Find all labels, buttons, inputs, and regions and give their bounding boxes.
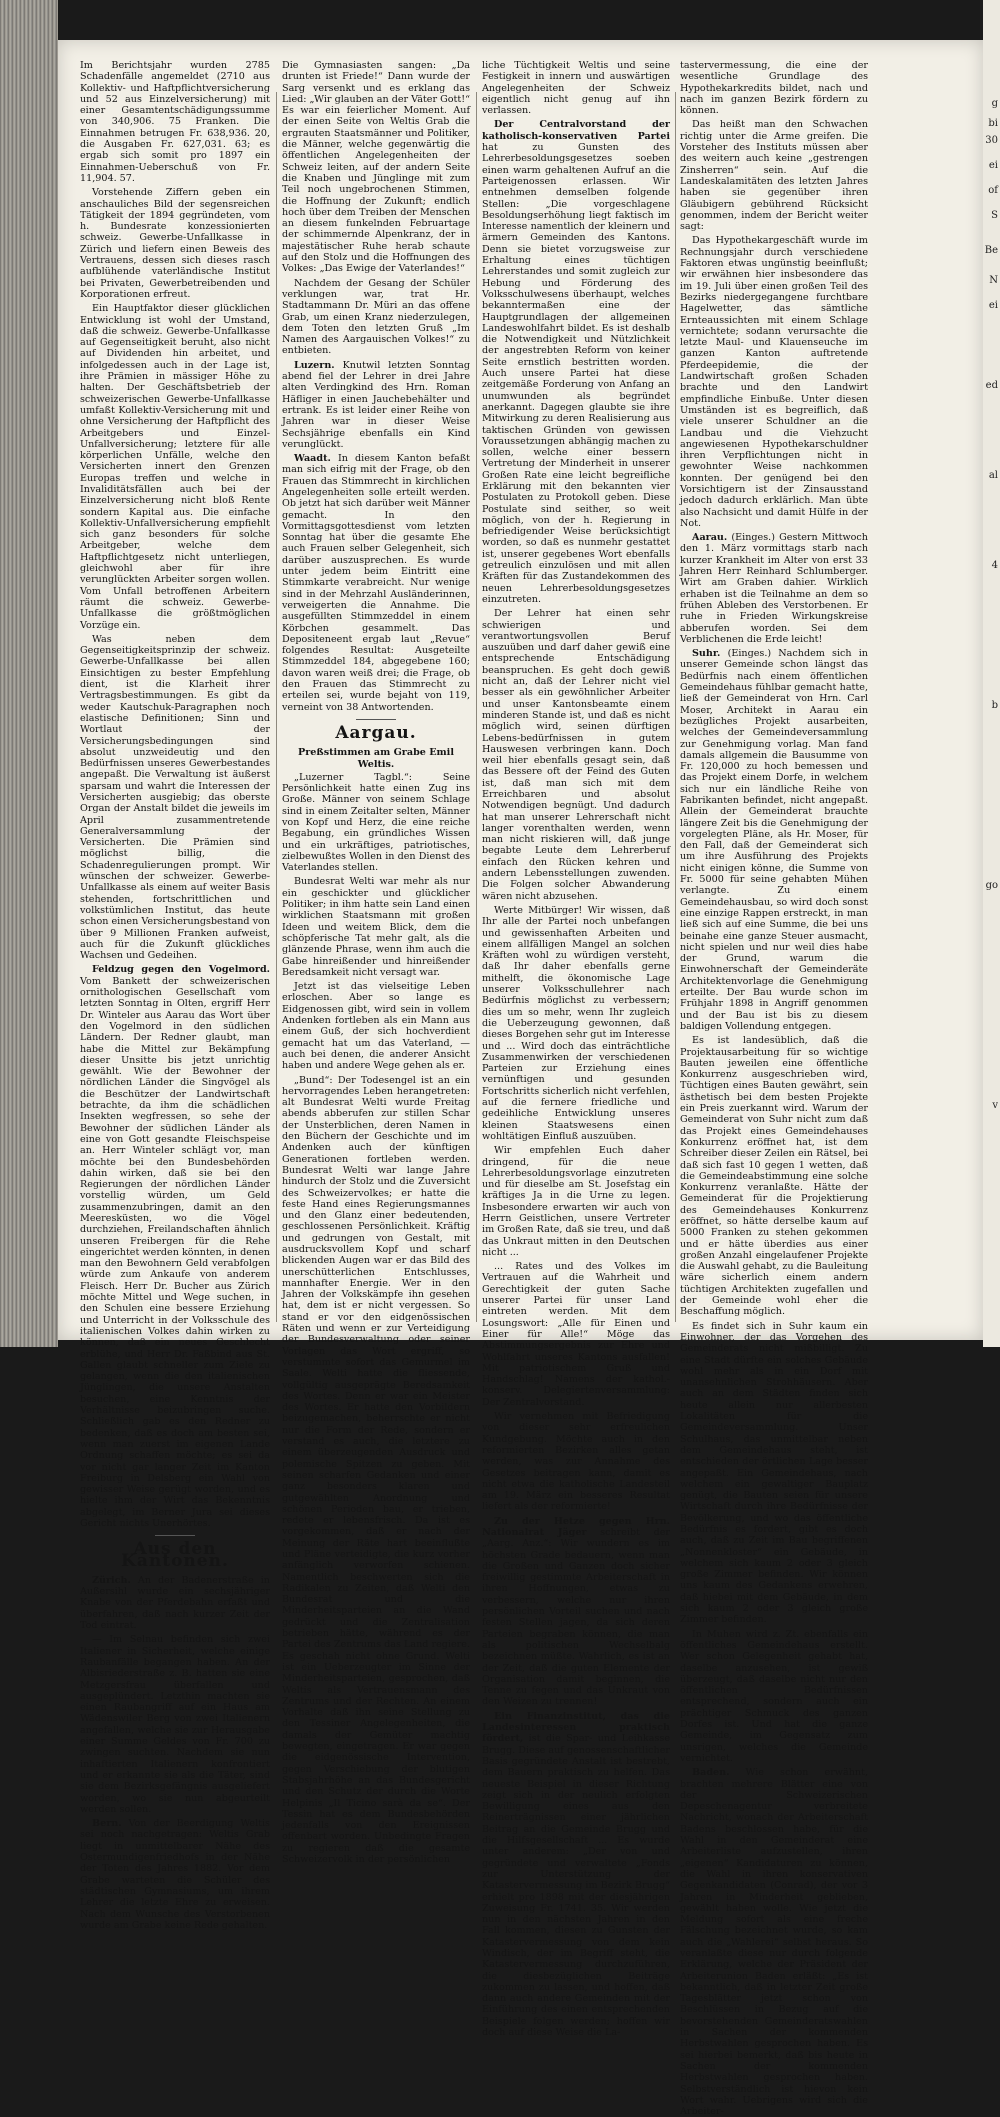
paragraph: Vom Bankett der schweizerischen ornithologischen Gesellschaft vom letzten Sonntag in Olten, ergriff Herr Dr. Winteler aus Aarau das Wort über den Vogelmord in den südlichen Ländern. Der Redner glaubt, man habe die Mittel zur Bekämpfung dieser Unsitte bis jetzt unrichtig gewählt. Wie der Bewohner der nördlichen Länder die Singvögel als die Beschützer der Landwirtschaft betrachte, da ihm die schädlichen Insekten wegfressen, so sehe der Bewohner der südlichen Länder als eine von Gott gesandte Fleischspeise an. Herr Winteler schlägt vor, man möchte bei den Bundesbehörden dahin wirken, daß sie bei den Regierungen der nördlichen Länder vorstellig würden, um Geld zusammenzubringen, damit an den Meeresküsten, wo die Vögel durchziehen, Freilandschaften ähnlich unseren Freibergen für die Rehe eingerichtet werden könnten, in denen man den Bewohnern Geld verabfolgen würde zum Ankaufe von anderem Fleisch. Herr Dr. Bucher aus Zürich möchte Mittel und Wege suchen, in den Schulen eine bessere Erziehung und Unterricht in der Volksschule des italienischen Volkes dahin wirken zu können, daß ein neues Geschlecht erblühe, und Herr Dr. Faßbind aus St. Gallen glaubt schneller zum Ziele zu gelangen, wenn die den italienischen Jünglingen, die unsere Anstalten besuchen, eine Kenntnis der Verhältnisse beizubringen suche. Schließlich gab es den Redner zu bedenken, daß es doch am besten sei, wenn man zuerst im eigenen Lande Ordnung schaffen möchte; es sei da vor nicht gar langer Zeit im Kanton Freiburg in Delsberg ein Wahl von gewisser Weise gerügt worden, und es hielte ihm der Wirt das Bekenntnis abgelegt, im Berner Jura sei dieses Gericht nichts Unerhörtes. [80, 975, 270, 1529]
paragraph: Ein Hauptfaktor dieser glücklichen Entwicklung ist wohl der Umstand, daß die schweiz. Gewerbe-Unfallkasse auf Gegenseitigkeit beruht, also nicht auf Dividenden hin arbeitet, und infolgedessen auch in der Lage ist, ihre Prämien in mässiger Höhe zu halten. Der Geschäftsbetrieb der schweizerischen Gewerbe-Unfallkasse umfaßt Kollektiv-Versicherung mit und ohne Versicherung der Haftpflicht des Arbeitgebers und Einzel-Unfallversicherung; letztere für alle körperlichen Unfälle, welche den Versicherten innert den Grenzen Europas treffen und welche in Invaliditätsfällen auch bei der Einzelversicherung nicht bloß Rente sondern Kapital aus. Die einfache Kollektiv-Unfallversicherung empfiehlt sich ganz besonders für solche Arbeitgeber, welche dem Haftpflichtgesetz nicht unterliegen, gleichwohl aber für ihre verunglückten Arbeiter sorgen wollen. Vom Unfall betroffenen Arbeitern räumt die schweiz. Gewerbe-Unfallkasse die größtmöglichen Vorzüge ein. [80, 303, 270, 631]
paragraph: Wir empfehlen Euch daher dringend, für die neue Lehrerbesoldungsvorlage einzutreten und für dieselbe am St. Josefstag ein kräftiges Ja in die Urne zu legen. Insbesondere erwarten wir auch von Herrn Geistlichen, unsere Vertreter im Großen Rate, daß sie treu, und daß das Unkraut mitten in den Deutschen nicht ... [482, 1145, 670, 1258]
article [680, 648, 868, 1032]
section-title-kantonen: Aus den Kantonen. [121, 1539, 229, 1571]
paragraph: — Im Selnau befinden sich zwei Italiener in Sicherheit, welche einige Raubanfälle begangen haben. An der Albisriederstraße z. B. hatten sie eine Metzgersfrau überfallen und ausgeplündert. Letzthin machten sie einen Raubangriff auf ein Haus am Wädenswiler Berg von zwei Italienern angefallen, welche sie zur Herausgabe einer Summe Geldes von Fr. 700 zu zwingen suchten. Nachdem sie nun inhaftierten Italienern konfrontiert und er erkannte sie als die Täter, sind sie dem Bezirksgefängnis ausgeliefert worden, wo sie nun abgeurteilt werden sollen. [80, 1634, 270, 1815]
article-heading: Aarau. [692, 532, 728, 544]
column-4 [680, 60, 868, 2117]
article-heading: Waadt. [294, 453, 331, 465]
column-rule [476, 92, 477, 1322]
paragraph: Wie schon erwähnt, brachten mehrere Blätter eine von der Schweizerischen Depeschenagentur verbreitete Nachricht, wonach der Arbeiterschaft Badens beschlossen habe, für die Wahl in den Gemeinderat eine Arbeiterliste aufzustellen, ihren „eigenen“ Kandidaturen zu können, die Wahl in ihren konservativen Gegenkandidaten (Conrad), der vor 3 Jahren in Minderheit geblieben, gewählt haben wolle. Wie jetzt die Meldung sofort als eine freche Fälschung bezeichnet wurde, so kam auch die „Wahlerei“ selbst heraus. So veranlaßte diese nur durch folgende Erklärung, welche der Präsident der Arbeiterunion Baden erläßt: „Es ist bekanntlich, daß in letzter Zeit große Tagesblätter jetzt schon von Beschlüssen in Bezug auf die bevorstehenden Gemeinderatswahlen in Sachen der kommenden Herbstwahlen gesprochen haben. Es sei hierbei bemerkt, daß bis heute in Sachen der kommenden Herbstwahlen gesprochen haben. Selbstverständlich ist hievon kein Wort wahr. Uebrigens wird sich die Arbeiter- [680, 1767, 868, 2117]
article [282, 453, 470, 713]
paragraph: liche Tüchtigkeit Weltis und seine Festigkeit in innern und auswärtigen Angelegenheiten der Schweiz eigentlich nicht genug auf ihn verlassen. [482, 60, 670, 117]
column-rule [675, 92, 676, 1322]
paragraph: Das heißt man den Schwachen richtig unter die Arme greifen. Die Vorsteher des Instituts müssen aber des weitern auch keine „gestrengen Zinsherren“ sein. Auf die Landeskalamitäten des letzten Jahres haben sie gegenüber ihren Gläubigern gebührend Rücksicht genommen, indem der Bericht weiter sagt: [680, 119, 868, 233]
edge-fragment: al [988, 470, 998, 481]
article [80, 964, 270, 1529]
edge-fragment: 30 [985, 135, 998, 146]
column-rule [276, 92, 277, 1322]
paragraph: Was neben dem Gegenseitigkeitsprinzip der schweiz. Gewerbe-Unfallkasse bei allen Einsichtigen zu bester Empfehlung dient, ist die Klarheit ihrer Vertragsbestimmungen. Es gibt da weder Kautschuk-Paragraphen noch elastische Definitionen; Sinn und Wortlaut der Versicherungsbedingungen sind absolut unzweideutig und den Bedürfnissen unseres Gewerbestandes angepaßt. Die Verwaltung ist äußerst sparsam und wahrt die Interessen der Versicherten ausgiebig; das oberste Organ der Anstalt bildet die jeweils im April zusammentretende Generalversammlung der Versicherten. Die Prämien sind möglichst billig, die Schadenregulierungen prompt. Wir wünschen der schweizer. Gewerbe-Unfallkasse als einem auf weiter Basis stehenden, fortschrittlichen und volkstümlichen Institut, das heute schon einen Versicherungsbestand von über 9 Millionen Franken aufweist, auch für die Zukunft glückliches Wachsen und Gedeihen. [80, 633, 270, 962]
paragraph: Nachdem der Gesang der Schüler verklungen war, trat Hr. Stadtammann Dr. Müri an das offene Grab, um einen Kranz niederzulegen, dem Toten den letzten Gruß „Im Namen des Aargauischen Volkes!“ zu entbieten. [282, 277, 470, 357]
edge-fragment: v [992, 1100, 998, 1111]
paragraph: (Einges.) Nachdem sich in unserer Gemeinde schon längst das Bedürfnis nach einem öffentlichen Gemeindehaus fühlbar gemacht hatte, ließ der Gemeinderat von Hrn. Carl Moser, Architekt in Aarau ein bezügliches Projekt ausarbeiten, welches der Gemeindeversammlung zur Genehmigung vorlag. Man fand damals allgemein die Bausumme von Fr. 120,000 zu hoch bemessen und das Projekt einem Dorfe, in welchem sich nur ein ländliche Reihe von Fabrikanten befindet, nicht angepaßt. Allein der Gemeinderat brauchte längere Zeit bis die Genehmigung der vorgelegten Pläne, als Hr. Moser, für den Fall, daß der Gemeinderat sich um ihre Ausführung des Projekts nicht einigen könne, die Summe von Fr. 5000 für seine gehabten Mühen verlangte. Zu einem Gemeindehausbau, so wird doch sonst eine einzige Rappen erstreckt, in man ließ sich auf eine Summe, die bei uns beinahe eine ganze Steuer ausmacht, nicht spielen und nur weil dies habe der Grund, warum die Einwohnerschaft der Gemeinderäte Architektenvorlage die Genehmigung erteilte. Der Bau wurde schon im Frühjahr 1898 in Angriff genommen und der Bau ist bis zu diesem baldigen Vollendung entgegen. [680, 648, 868, 1032]
paragraph: „Luzerner Tagbl.“: Seine Persönlichkeit hatte einen Zug ins Große. Männer von seinem Schlage sind in einem Zeitalter selten, Männer von Kopf und Herz, die eine reiche Begabung, ein gründliches Wissen und ein urkräftiges, patriotisches, zielbewußtes Wollen in den Dienst des Vaterlandes stellen. [282, 771, 470, 874]
paragraph: Die Gymnasiasten sangen: „Da drunten ist Friede!“ Dann wurde der Sarg versenkt und es erklang das Lied: „Wir glauben an der Väter Gott!“ Es war ein feierlicher Moment. Auf der einen Seite von Weltis Grab die ergrauten Staatsmänner und Politiker, die Männer, welche gegenwärtig die öffentlichen Angelegenheiten der Schweiz leiten, auf der andern Seite die Knaben und Jünglinge mit zum Teil noch ungebrochenen Stimmen, die Hoffnung der Zukunft; endlich hoch über dem Treiben der Menschen an diesem funkelnden Februartage der schimmernde Alpenkranz, der in majestätischer Ruhe herab schaute auf den Stolz und die Hoffnungen des Volkes: „Das Ewige der Vaterlandes!“ [282, 60, 470, 275]
paragraph: Der Lehrer hat einen sehr schwierigen und verantwortungsvollen Beruf auszuüben und darf daher gewiß eine entsprechende Entschädigung beanspruchen. Es geht doch gewiß nicht an, daß der Lehrer nicht viel besser als ein gewöhnlicher Arbeiter und unser Kantonsbeamte einem minderen Stande ist, und daß es nicht möglich wird, seinen dürftigen Lebens-bedürfnissen in gutem Hauswesen verbringen kann. Doch weil hier ebenfalls gesagt sein, daß das Bessere oft der Feind des Guten ist, daß man sich mit dem Erreichbaren und absolut Notwendigen begnügt. Und dadurch hat man unserer Lehrerschaft nicht langer vorenthalten werden, wenn man nicht riskieren will, daß junge begabte Leute dem Lehrerberuf einfach den Rücken kehren und andern Lebensstellungen zuwenden. Die Folgen solcher Abwanderung wären nicht abzusehen. [482, 608, 670, 902]
paragraph: Im Berichtsjahr wurden 2785 Schadenfälle angemeldet (2710 aus Kollektiv- und Haftpflichtversicherung und 52 aus Einzelversicherung) mit einer Gesamtentschädigungssumme von 340,906. 75 Franken. Die Einnahmen betrugen Fr. 638,936. 20, die Ausgaben Fr. 627,031. 63; es ergab sich somit pro 1897 ein Einnahmen-Ueberschuß von Fr. 11,904. 57. [80, 60, 270, 184]
article [482, 1711, 670, 2039]
article [482, 1516, 670, 1708]
column-2 [282, 60, 470, 1866]
article-heading-line [282, 747, 470, 770]
article-heading: Luzern. [294, 359, 335, 371]
paragraph: In diesem Kanton befaßt man sich eifrig mit der Frage, ob den Frauen das Stimmrecht in kirchlichen Angelegenheiten solle erteilt werden. Ob jetzt hat sich darüber weit Männer gemacht. In den Vormittagsgottesdienst vom letzten Sonntag hat über die gesamte Ehe auch Frauen selber Gelegenheit, sich darüber auszusprechen. Es wurde unter jedem beim Eintritt eine Stimmkarte verabreicht. Nur wenige sind in der Mehrzahl Ausländerinnen, verweigerten die Annahme. Die ausgefüllten Stimmzeddel in einem Körbchen gesammelt. Das Depositeneent ergab laut „Revue“ folgendes Resultat: Ausgeteilte Stimmzeddel 184, abgegebene 160; davon waren weiß drei; die Frage, ob den Frauen das Stimmrecht zu erteilen sei, wurde bejaht von 119, verneint von 38 Antwortenden. [282, 453, 470, 713]
paragraph: tastervermessung, die eine der wesentliche Grundlage des Hypothekarkredits bildet, nach und nach im ganzen Bezirk fördern zu können. [680, 60, 868, 117]
paragraph: (Einges.) Gestern Mittwoch den 1. März vormittags starb nach kurzer Krankheit im Alter von erst 33 Jahren Herr Reinhard Schlumberger. Wirt am Graben dahier. Wirklich erhaben ist die Teilnahme an dem so frühen Ableben des Verstorbenen. Er ruhe in Frieden Wirkungskreise abberufen worden. Sei dem Verblichenen die Erde leicht! [680, 532, 868, 645]
paragraph: Knutwil letzten Sonntag abend fiel der Lehrer in drei Jahre alten Verdingkind des Hrn. Roman Häfliger in einen Jauchebehälter und ertrank. Es ist leider einer Reihe von Jahren war in dieser Weise Sechsjährige ebenfalls ein Kind verunglückt. [282, 359, 470, 450]
edge-fragment: S [991, 210, 998, 221]
separator [356, 719, 396, 720]
column-3 [482, 60, 670, 2039]
paragraph: „Bund“: Der Todesengel ist an ein hervorragendes Leben herangetreten: alt Bundesrat Welti wurde Freitag abends abberufen zur stillen Schar der Unsterblichen, deren Namen in den Büchern der Geschichte und im Andenken auch der künftigen Generationen fortleben werden. Bundesrat Welti war lange Jahre hindurch der Stolz und die Zuversicht des Schweizervolkes; er hatte die feste Hand eines Regierungsmannes und den Glanz einer bedeutenden, geschlossenen Persönlichkeit. Kräftig und gedrungen von Gestalt, mit ausdrucksvollem Kopf und scharf blickenden Augen war er das Bild des unerschütterlichen Entschlusses, mannhafter Energie. Wer in den Jahren der Volkskämpfe ihn gesehen hat, dem ist er nicht vergessen. So stand er vor den eidgenössischen Räten und wenn er zur Verteidigung der Bundesverwaltung oder seiner Vorlagen das Wort ergriff, so verstummte sofort das Gemurmel im Saale. Welti hatte die fliessende, vollgültig ausgeprägte Beredsamkeit des Wortes. Denn er war ein Meister des Wortes. Er hatte den Vorbildern beizugemachen, beherrschte er nicht nur die Form der Rede, sondern er verstand es auch, die letztere zu einem überzeugenden Ausdruck und polemische Spitzen zu geben. Mit seinen scharfen Gedanken und einer ganz besonders klaren und gutgewählten Anordnung und schönen Perioden bau, er trieben, redete er lebensfrisch. Da ist es vorgekommen, daß er nach der Meinung der Räte hart beeinflußte und Pläne verteidigte, die kurz vorher anfänglich verworfen schienen. Namentlich beschwerten sich die Radikalen zu Zeiten, daß Welti den Bundesrat und die Minderheitsparteien an die Wand gedrückt und die Zentralisation betrieben hätte, während es der Partei des Zentrums das Land regiere. Es geschah nicht ohne Grund. Welti ist ein Ueberzeugter im Sinne der Minderheitsparteien, gesprochen, daß Weltis als Vertrauensmann des Zentrums und der Rechten. An einem Vorhalte daß ihn seine Stellung zu den Tessiner Angelegenheiten, die damals der Gemüter machtig bewegten, eingetragen. Er war gegen die eidgenössische Intervention, gegen Verschiebung der blutigen Stabsjahrhöhe an das Bundesgericht und den Schutz der durch die Worte Helpinis „Il Ticino sarà da se“. Der Tessin hat es dem Bundesbehörden jedenfalls von den Ereignissen offenbart worden. Unbedingte Fragen zu regieren daß die gesamte Schweizervolk in der persönlichen [282, 1074, 470, 1866]
article-heading: Suhr. [692, 648, 721, 660]
edge-fragment: 4 [991, 560, 998, 571]
article [80, 1575, 270, 1631]
article-heading: Der Centralvorstand der katholisch-konservativen Partei [482, 119, 670, 142]
paragraph: Von der Beerdigung Weltis sei noch nachgetragen: Weltis Grab liegt in unmittelbarer Nähe des Ostermundigenfriedhofs in der Nähe der Toten des Jahres 1882. Vor dem Grabe warteten die Schüler des städtischen Gymnasiums, um ihrem Lehrer die letzte Ehre zu erweisen. Nach dem Wunsche des Verstorbenen wurde am Grabe keine Rede gehalten. [80, 1818, 270, 1931]
article-heading: Ein Finanzinstitut, das die Landesinteressen praktisch fördert, [482, 1710, 670, 1745]
paragraph: Bundesrat Welti war mehr als nur ein geschickter und glücklicher Politiker; in ihm hatte sein Land einen wirklichen Staatsmann mit großen Ideen und weitem Blick, dem die schöpferische Tat mehr galt, als die glänzende Phrase, wenn ihm auch die Gabe hinreißender und hinreißender Beredsamkeit nicht versagt war. [282, 876, 470, 978]
paragraph: Das Hypothekargeschäft wurde im Rechnungsjahr durch verschiedene Faktoren etwas ungünstig beeinflußt; wir erwähnen hier insbesondere das im 19. Juli über einen großen Teil des Bezirks niedergegangene furchtbare Hagelwetter, das sämtliche Ernteaussichten mit einem Schlage vernichtete; sodann verursachte die letzte Maul- und Klauenseuche im ganzen Kanton auftretende Pferdeepidemie, die der Landwirtschaft großen Schaden brachte und den Landwirt empfindliche Einbuße. Unter diesen Umständen ist es begreiflich, daß viele unserer Schuldner an die Landbau und die Viehzucht angewiesenen Hypothekarschuldner ihren Verpflichtungen nicht in gewohnter Weise nachkommen konnten. Der genügend bei den Vorsichtigern ist der Zinsausstand jedoch dadurch erklärlich. Man übte also Nachsicht und damit Hülfe in der Not. [680, 235, 868, 529]
edge-fragment: N [989, 275, 998, 286]
paragraph: Es ist landesüblich, daß die Projektausarbeitung für so wichtige Bauten jeweilen eine öffentliche Konkurrenz ausgeschrieben wird, Tüchtigen eines Bauten gewährt, sein ästhetisch bei dem besten Projekte ein Preis zuerkannt wird. Warum der Gemeinderat von Suhr nicht zum daß das Projekt eines Gemeindehauses Konkurrenz eröffnet hat, ist dem Schreiber dieser Zeilen ein Rätsel, bei daß sich fast 10 gegen 1 wetten, daß die Gemeindeabstimmung eine solche Konkurrenz veranlaßte. Hätte der Gemeinderat für die Projektierung des Gemeindehauses Konkurrenz eröffnet, so hätte derselbe kaum auf 5000 Franken zu stehen gekommen und er hätte überdies aus einer großen Anzahl eingelaufener Projekte die Auswahl gehabt, zu die Bauleitung wäre sicherlich einem andern tüchtigen Architekten zugefallen und der Gemeinde wohl eher die Beschaffung möglich. [680, 1035, 868, 1318]
paragraph: Wir vernehmen mit Befriedigung von dieser sehr erfreulichen Kundgebung. Möchte auch in den reformierten Bezirken alles getan werden, was zur Annahme des Gesetzes beitragen kann, damit es nicht etwa die katholische Landesteil am 19. März ein besseres Resultat liefert als der reformierte! [482, 1411, 670, 1513]
paragraph: Vorstehende Ziffern geben ein anschauliches Bild der segensreichen Tätigkeit der 1894 gegründeten, vom h. Bundesrate konzessionierten schweiz. Gewerbe-Unfallkasse in Zürich und liefern einen Beweis des Vertrauens, dessen sich dieses rasch aufblühende vaterländische Institut bei Privaten, Gewerbetreibenden und Korporationen erfreut. [80, 187, 270, 300]
article-heading: Zürich. [92, 1574, 131, 1586]
paragraph: An der Badenerstraße in Außersihl wurde ein sechsjähriger Knabe von der Pferdebahn erfaßt und überfahren, daß nach kurzer Zeit der Tod eintrat. [80, 1574, 270, 1632]
article [80, 1818, 270, 1931]
article-heading: Zu der Hetze gegen Hrn. Nationalrat Jäger [482, 1515, 670, 1538]
edge-fragment: Be [984, 245, 998, 256]
paragraph: ist die Spar- und Leihkasse Brugg. Diese auf genossenschaftlicher Basis gegründete Anstalt ist bestrebt, dem Bauern praktisch zu helfen. Das neueste Beispiel in dieser Richtung zeigt sich in der neulich erfolgten Bewilligung eines aus den Reinerträgnissen einer jährlichen Beitrag an die Gemeinde Brugg und die Hilfsgesellschaft ... Es wurde unter anderem: „Der von und gegründete und verwaltete „Fonds zur Unterstützung der Katastervermessung im Bezirk Brugg“ erhielt pro 1898 mit der diesjährigen Zuweisung Fr. 1741. 35. Wir werden nun in den nächsten Jahren in den Fall kommen, diesen zu Gunsten der Katastervermessung von dem kein Windisch, der im Begriff steht, die Katastervermessung durchzuführen, die diesbezüglichen Beiträge zukommen zu lassen, und hoffen, daß dann auch andere Gemeinden mit der Einführung des einen entsprechenden Beispiele folgen werden; hoffen wir doch auf diese Weise die La- [482, 1733, 670, 2039]
separator [155, 1535, 195, 1536]
edge-fragment: g [991, 98, 998, 109]
column-1 [80, 60, 270, 1931]
paragraph: In Muhen wird z. Zt. ebenfalls ein öffentliches Gemeindehaus erstellt. Wer schon Gelegenheit gehabt hat, daselbe anzusehen, ist gewiß überzeugt, daß daselbe nicht nur den öffentlichen Bedürfnissen entsprechend, sondern auch ein prächtiger Schmuck des ganzen Dorfes ist. Und hat die ganze Gemeinde, im Gegensatz zum unsrigen, welches die Gemeinde vernichtet. [680, 1628, 868, 1764]
paragraph: Werte Mitbürger! Wir wissen, daß Ihr alle der Partei noch unbefangen und gewissenhaften Arbeiten und einem allfälligen Mangel an solchen Kräften wohl zu würdigen versteht, daß Ihr daher ebenfalls gerne mithelft, die ökonomische Lage unserer Volksschullehrer nach Bedürfnis möglichst zu verbessern; dies um so mehr, wenn Ihr zugleich die Ueberzeugung gewonnen, daß dieses Borgehen sehr gut im Interesse und ... Wird doch das einträchtliche Zusammenwirken der verschiedenen Parteien zur Erziehung eines vernünftigen und gesunden Fortschritts sicherlich nicht verfehlen, auf die fernere friedliche und gedeihliche Entwicklung unseres kleinen Staatswesens einen wohltätigen Einfluß auszuüben. [482, 904, 670, 1142]
paragraph: Jetzt ist das vielseitige Leben erloschen. Aber so lange es Eidgenossen gibt, wird sein in vollem Andenken fortleben als ein Mann aus einem Guß, der sich hochverdient gemacht hat um das Vaterland, — auch bei denen, die anderer Ansicht haben und andere Wege gehen als er. [282, 981, 470, 1072]
edge-fragment: ei [988, 160, 998, 171]
paragraph: hat zu Gunsten des Lehrerbesoldungsgesetzes soeben einen warm gehaltenen Aufruf an die Parteigenossen erlassen. Wir entnehmen demselben folgende Stellen: „Die vorgeschlagene Besoldungserhöhung liegt faktisch im Interesse namentlich der kleinern und ärmern Gemeinden des Kantons. Denn sie bietet vorzugsweise zur Erhaltung eines tüchtigen Lehrerstandes und somit zugleich zur Hebung und Förderung des Volksschulwesens überhaupt, welches bekanntermaßen eine der Hauptgrundlagen der allgemeinen Landeswohlfahrt bildet. Es ist deshalb die Notwendigkeit und Nützlichkeit der angestrebten Reform von keiner Seite ernstlich bestritten worden. Auch unsere Partei hat diese zeitgemäße Forderung von Anfang an unumwunden als begründet anerkannt. Dagegen glaubte sie ihre Mitwirkung zu deren Realisierung aus taktischen Gründen von gewissen Voraussetzungen abhängig machen zu sollen, welche einer bessern Vertretung der Minderheit in unserer Großen Rate eine leicht begreifliche Erklärung mit den bekannten vier Postulaten zu Protokoll geben. Diese Postulate sind seither, so weit möglich, von der h. Regierung in befriedigender Weise berücksichtigt worden, so daß es nunmehr gestattet ist, unserer gegebenes Wort ebenfalls getreulich einzulösen und mit allen Kräften für das Zustandekommen des neuen Lehrerbesoldungsgesetzes einzutreten. [482, 142, 670, 605]
article [680, 532, 868, 645]
article-heading: Feldzug gegen den Vogelmord. [92, 964, 270, 976]
article-heading: Preßstimmen am Grabe Emil Weltis. [298, 747, 454, 770]
article [282, 360, 470, 450]
paragraph: Es findet sich in Suhr kaum ein Einwohner, der das Vorgehen des Gemeinderats nicht mißbilligt. Zu eine Stadt dürfte ein solches Gebäude wohl mehr als in ein Dorf mit unansehnlichen Strohhäusern. Aber auch an dem Städten finden sich heute allein nur allerbesten Lokalitäten für die Gemeindeversammlung. Unser Schulhaus, das unmittelbar neben dem Gemeindehaus steht, ist entschieden der örtlichen Lage besser angepaßt. Ein Gemeindehaus, nach welchem ein gewaltiger Bauplatz genügt, die Bauten seien für unsere Wirtschaft durch ihre Bedürfnisse der Bevölkerung, und wo das öffentliche Bedürfnis es fordert, gibt es doch auch, daß zu Zeit im Bau begriffenen „Nonnenkloster“ ein Gebäude, in welchem sich kaum 2 oder 3 gleich große Zimmer befinden. Wir können uns kaum des Gedankens erwehren, daß hiebei mit dem Gebäude, in dem sich kaum 2 oder 3 gleich große Zimmer befinden. [680, 1320, 868, 1626]
edge-fragment: ei [988, 300, 998, 311]
edge-fragment: of [988, 185, 998, 196]
section-title-aargau: Aargau. [335, 722, 417, 743]
paragraph: schreibt der „Aarg. Anz.“: Wir wundern es im höchsten Grade bedauern, wenn man die Großen und Ganzen doch sicher freiwillig gestimmte Arbeiterschaft in ihren Hoffnungen, etwas zu verbessern, welche nur ihren persönlichen Vorteil suchen und nach festen Stellen jagen, da sich deren Parteien begraben können, die man als politischen Wechselbalg bezeichnen müßte. Wahrlich, es ist an der Zeit, daß die guten Elemente der Organisation damit beginnen, die Tenne zu fegen und das Unkraut von den Weizen zu trennen! [482, 1527, 670, 1708]
edge-fragment: go [985, 880, 998, 891]
article [680, 1767, 868, 2117]
edge-fragment: b [991, 700, 998, 711]
article-heading: Bern. [92, 1818, 122, 1830]
edge-fragment: bi [988, 118, 998, 129]
paragraph: ... Rates und des Volkes im Vertrauen auf die Wahrheit und Gerechtigkeit der guten Sache unserer Partei für unser Land eintreten werden. Mit dem Losungswort: „Alle für Einen und Einer für Alle!“ Möge das Abstimmungsergebnis zur Ehre und Wohlfahrt unseres Kantons ausfallen! Mit patriotischem Gruß und Handschlag! Namens der kathol.-konserv. Delegiertenversammlung: Der Zentralvorstand. [482, 1261, 670, 1408]
edge-fragment: ed [985, 380, 998, 391]
book-binding-edge [0, 0, 58, 1347]
article [482, 119, 670, 605]
next-page-edge [983, 0, 1000, 1347]
article-heading: Baden. [692, 1767, 730, 1779]
